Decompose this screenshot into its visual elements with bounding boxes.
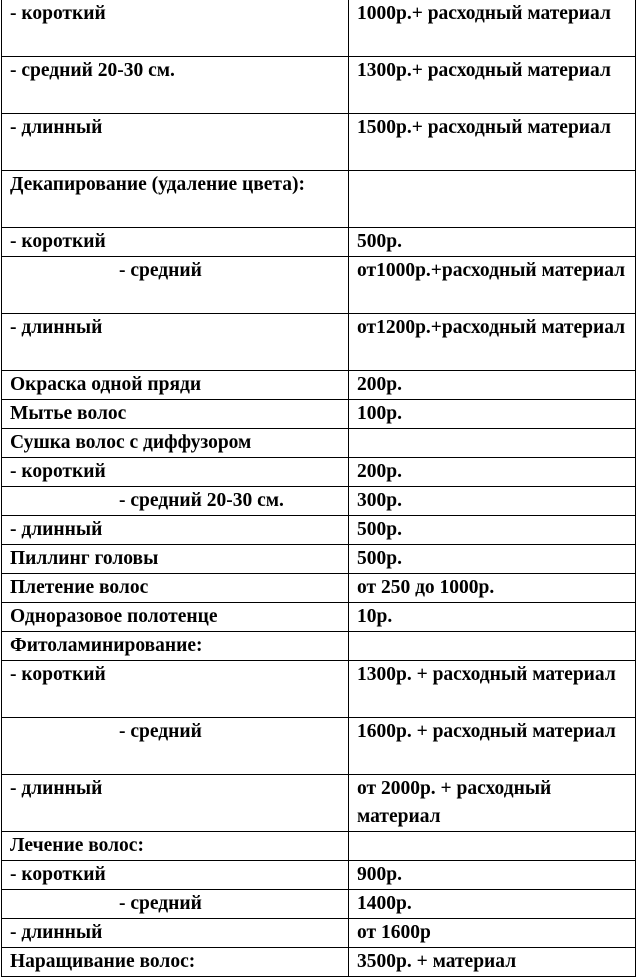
table-row [2,400,636,429]
table-row [2,661,636,718]
table-row [2,603,636,632]
table-row [2,574,636,603]
service-name: - средний [2,718,349,775]
service-price: 10р. [349,603,636,632]
service-name: - длинный [2,314,349,371]
service-price: 200р. [349,371,636,400]
service-price: 200р. [349,458,636,487]
service-price: от 1600р [349,919,636,948]
table-row [2,458,636,487]
service-name: - длинный [2,516,349,545]
table-row [2,516,636,545]
table-row [2,57,636,114]
category-name: Сушка волос с диффузором [2,429,349,458]
category-name: Лечение волос: [2,832,349,861]
service-price: 500р. [349,228,636,257]
table-row [2,861,636,890]
service-name: Мытье волос [2,400,349,429]
service-name: - короткий [2,861,349,890]
service-price: 500р. [349,516,636,545]
category-name: Декапирование (удаление цвета): [2,171,349,228]
table-row [2,890,636,919]
service-price: 1300р. + расходный материал [349,661,636,718]
service-price: 500р. [349,545,636,574]
table-row [2,487,636,516]
service-name: - короткий [2,228,349,257]
table-row [2,371,636,400]
service-price [349,171,636,228]
service-price: 1000р.+ расходный материал [349,0,636,57]
service-price: 900р. [349,861,636,890]
table-row [2,0,636,57]
table-row [2,171,636,228]
table-row [2,257,636,314]
service-price [349,632,636,661]
service-name: - короткий [2,661,349,718]
service-name: - средний 20-30 см. [2,57,349,114]
service-name: - средний 20-30 см. [2,487,349,516]
service-name: - короткий [2,0,349,57]
service-price: от 250 до 1000р. [349,574,636,603]
category-name: Фитоламинирование: [2,632,349,661]
price-table [1,0,636,977]
table-row [2,632,636,661]
service-name: Плетение волос [2,574,349,603]
service-name: - средний [2,257,349,314]
service-price: 3500р. + материал [349,948,636,977]
service-price: 1600р. + расходный материал [349,718,636,775]
table-row [2,948,636,977]
table-row [2,114,636,171]
table-row [2,718,636,775]
service-price: от1000р.+расходный материал [349,257,636,314]
service-name: Окраска одной пряди [2,371,349,400]
service-name: - средний [2,890,349,919]
table-row [2,314,636,371]
service-price: от 2000р. + расходный материал [349,775,636,832]
service-price: 1300р.+ расходный материал [349,57,636,114]
table-row [2,429,636,458]
service-price: 300р. [349,487,636,516]
table-row [2,919,636,948]
service-price: 100р. [349,400,636,429]
service-name: Одноразовое полотенце [2,603,349,632]
service-name: - длинный [2,919,349,948]
service-name: - длинный [2,775,349,832]
service-price: 1500р.+ расходный материал [349,114,636,171]
service-price: от1200р.+расходный материал [349,314,636,371]
table-row [2,832,636,861]
service-price: 1400р. [349,890,636,919]
service-name: - длинный [2,114,349,171]
service-price [349,429,636,458]
table-row [2,545,636,574]
service-name: - короткий [2,458,349,487]
table-row [2,775,636,832]
service-price [349,832,636,861]
service-name: Пиллинг головы [2,545,349,574]
service-name: Наращивание волос: [2,948,349,977]
table-row [2,228,636,257]
